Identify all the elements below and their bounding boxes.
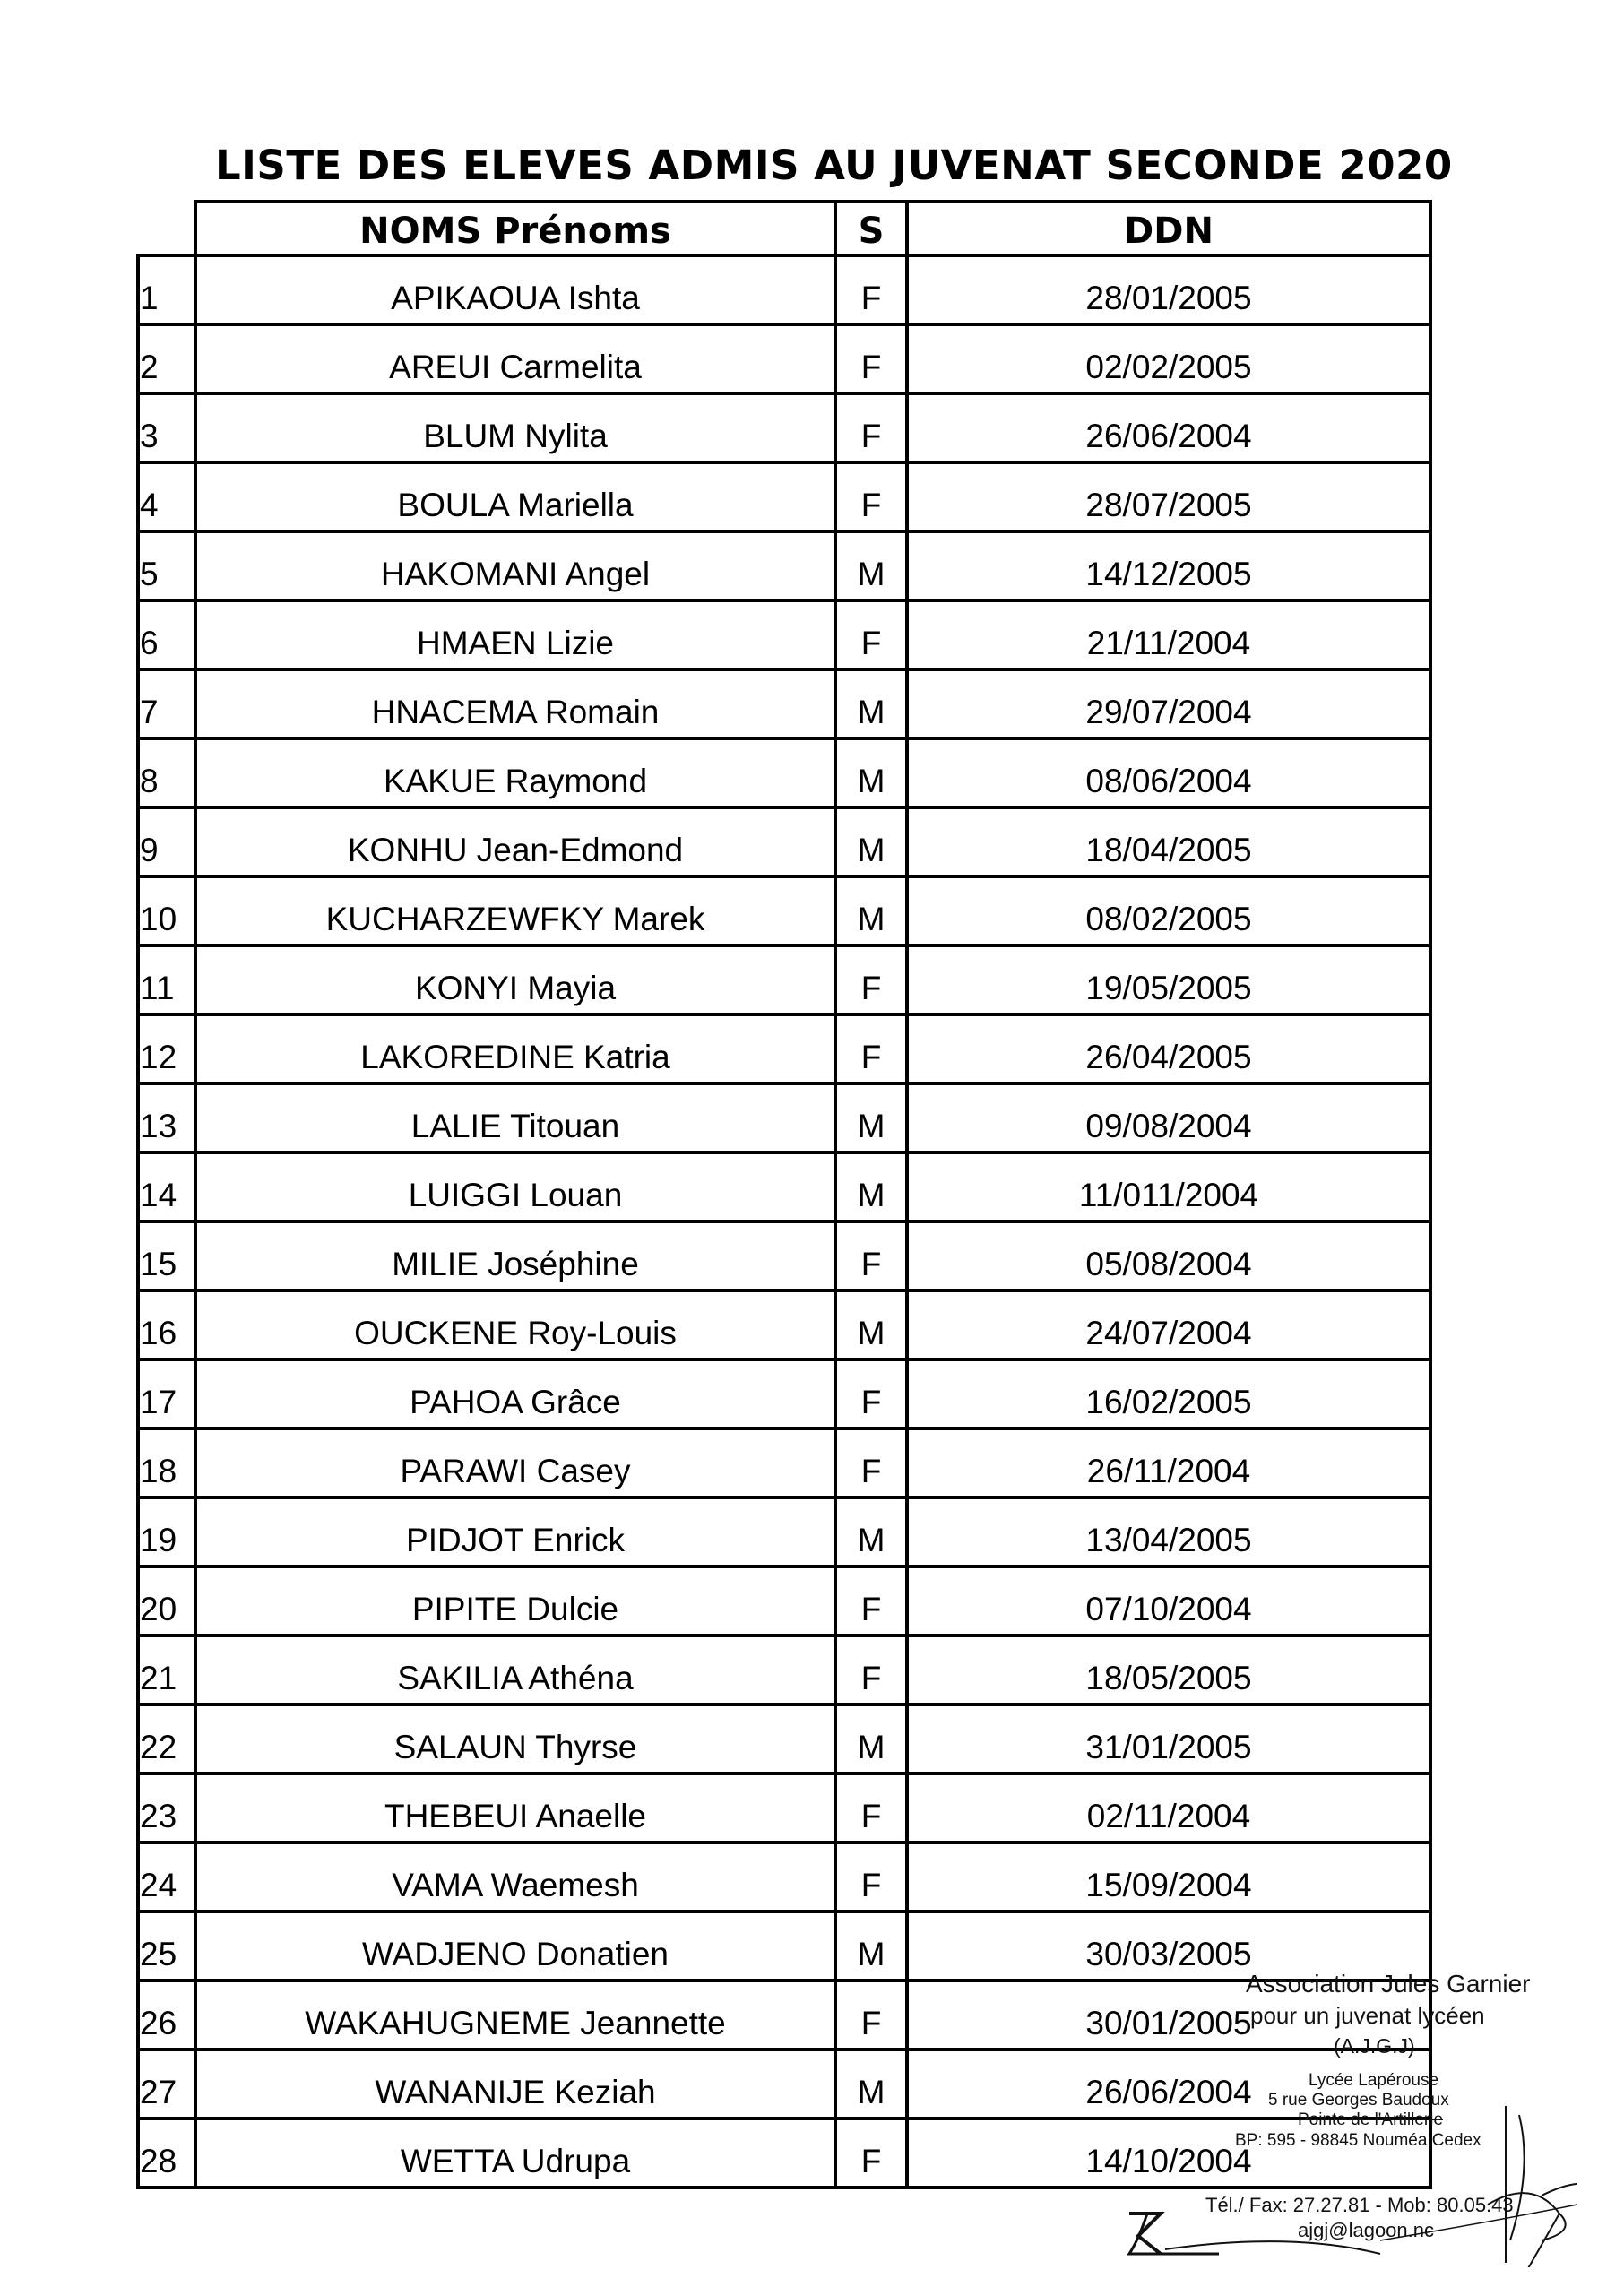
table-row bbox=[138, 324, 1430, 393]
row-number: 9 bbox=[138, 807, 195, 876]
student-sex: M bbox=[835, 1083, 907, 1152]
row-number: 13 bbox=[138, 1083, 195, 1152]
row-number: 15 bbox=[138, 1221, 195, 1290]
student-birthdate: 08/06/2004 bbox=[907, 738, 1430, 807]
student-sex: F bbox=[835, 2119, 907, 2188]
table-row bbox=[138, 462, 1430, 531]
row-number: 28 bbox=[138, 2119, 195, 2188]
student-sex: M bbox=[835, 1912, 907, 1981]
table-row bbox=[138, 669, 1430, 738]
table-row bbox=[138, 945, 1430, 1014]
students-table bbox=[136, 200, 1432, 2189]
student-name: SALAUN Thyrse bbox=[195, 1704, 835, 1774]
row-number: 17 bbox=[138, 1359, 195, 1428]
row-number: 20 bbox=[138, 1566, 195, 1635]
table-row bbox=[138, 1152, 1430, 1221]
student-sex: M bbox=[835, 531, 907, 600]
table-row bbox=[138, 1014, 1430, 1083]
table-row bbox=[138, 1704, 1430, 1774]
student-sex: F bbox=[835, 324, 907, 393]
student-sex: M bbox=[835, 876, 907, 945]
student-name: APIKAOUA Ishta bbox=[195, 255, 835, 324]
student-sex: F bbox=[835, 1981, 907, 2050]
student-sex: M bbox=[835, 807, 907, 876]
stamp-phone: Tél./ Fax: 27.27.81 - Mob: 80.05.43 bbox=[1205, 2194, 1514, 2216]
student-birthdate: 02/02/2005 bbox=[907, 324, 1430, 393]
student-birthdate: 18/04/2005 bbox=[907, 807, 1430, 876]
table-row bbox=[138, 1221, 1430, 1290]
student-sex: F bbox=[835, 1221, 907, 1290]
student-name: MILIE Joséphine bbox=[195, 1221, 835, 1290]
row-number: 27 bbox=[138, 2050, 195, 2119]
student-name: LUIGGI Louan bbox=[195, 1152, 835, 1221]
student-birthdate: 26/06/2004 bbox=[907, 393, 1430, 462]
student-birthdate: 18/05/2005 bbox=[907, 1635, 1430, 1704]
student-sex: M bbox=[835, 1497, 907, 1566]
student-name: HMAEN Lizie bbox=[195, 600, 835, 669]
stamp-acronym: (A.J.G.J) bbox=[1334, 2034, 1415, 2058]
student-name: PIDJOT Enrick bbox=[195, 1497, 835, 1566]
student-sex: F bbox=[835, 1635, 907, 1704]
student-sex: F bbox=[835, 255, 907, 324]
header-sex: S bbox=[835, 202, 907, 255]
student-sex: M bbox=[835, 669, 907, 738]
row-number: 5 bbox=[138, 531, 195, 600]
table-row bbox=[138, 1843, 1430, 1912]
student-birthdate: 07/10/2004 bbox=[907, 1566, 1430, 1635]
student-birthdate: 29/07/2004 bbox=[907, 669, 1430, 738]
student-name: PARAWI Casey bbox=[195, 1428, 835, 1497]
table-row bbox=[138, 393, 1430, 462]
student-birthdate: 30/01/2005 bbox=[907, 1981, 1430, 2050]
stamp-association-name: Association Jules Garnier bbox=[1246, 1970, 1531, 1998]
student-name: WANANIJE Keziah bbox=[195, 2050, 835, 2119]
student-birthdate: 09/08/2004 bbox=[907, 1083, 1430, 1152]
student-sex: F bbox=[835, 1428, 907, 1497]
student-birthdate: 14/10/2004 bbox=[907, 2119, 1430, 2188]
row-number: 12 bbox=[138, 1014, 195, 1083]
student-name: LALIE Titouan bbox=[195, 1083, 835, 1152]
row-number: 14 bbox=[138, 1152, 195, 1221]
student-name: WAKAHUGNEME Jeannette bbox=[195, 1981, 835, 2050]
stamp-locality: Pointe de l'Artillerie bbox=[1298, 2110, 1444, 2129]
student-name: BOULA Mariella bbox=[195, 462, 835, 531]
row-number: 2 bbox=[138, 324, 195, 393]
student-birthdate: 26/06/2004 bbox=[907, 2050, 1430, 2119]
row-number: 26 bbox=[138, 1981, 195, 2050]
student-name: THEBEUI Anaelle bbox=[195, 1774, 835, 1843]
student-sex: M bbox=[835, 2050, 907, 2119]
table-row bbox=[138, 1359, 1430, 1428]
table-row bbox=[138, 807, 1430, 876]
table-row bbox=[138, 876, 1430, 945]
student-name: KONYI Mayia bbox=[195, 945, 835, 1014]
student-sex: M bbox=[835, 1152, 907, 1221]
student-birthdate: 08/02/2005 bbox=[907, 876, 1430, 945]
student-birthdate: 14/12/2005 bbox=[907, 531, 1430, 600]
row-number: 11 bbox=[138, 945, 195, 1014]
student-birthdate: 19/05/2005 bbox=[907, 945, 1430, 1014]
student-sex: F bbox=[835, 1014, 907, 1083]
stamp-email: ajgj@lagoon.nc bbox=[1298, 2219, 1434, 2241]
student-birthdate: 31/01/2005 bbox=[907, 1704, 1430, 1774]
student-name: KAKUE Raymond bbox=[195, 738, 835, 807]
header-ddn: DDN bbox=[907, 202, 1430, 255]
student-birthdate: 02/11/2004 bbox=[907, 1774, 1430, 1843]
header-blank-cell bbox=[138, 202, 195, 255]
student-name: LAKOREDINE Katria bbox=[195, 1014, 835, 1083]
row-number: 22 bbox=[138, 1704, 195, 1774]
stamp-street: 5 rue Georges Baudoux bbox=[1268, 2091, 1449, 2110]
student-birthdate: 30/03/2005 bbox=[907, 1912, 1430, 1981]
table-row bbox=[138, 255, 1430, 324]
row-number: 3 bbox=[138, 393, 195, 462]
row-number: 24 bbox=[138, 1843, 195, 1912]
student-birthdate: 26/04/2005 bbox=[907, 1014, 1430, 1083]
student-birthdate: 26/11/2004 bbox=[907, 1428, 1430, 1497]
stamp-school: Lycée Lapérouse bbox=[1309, 2071, 1439, 2090]
row-number: 1 bbox=[138, 255, 195, 324]
row-number: 16 bbox=[138, 1290, 195, 1359]
student-birthdate: 13/04/2005 bbox=[907, 1497, 1430, 1566]
row-number: 10 bbox=[138, 876, 195, 945]
row-number: 23 bbox=[138, 1774, 195, 1843]
table-row bbox=[138, 1290, 1430, 1359]
student-birthdate: 05/08/2004 bbox=[907, 1221, 1430, 1290]
student-name: KONHU Jean-Edmond bbox=[195, 807, 835, 876]
student-name: BLUM Nylita bbox=[195, 393, 835, 462]
student-name: SAKILIA Athéna bbox=[195, 1635, 835, 1704]
student-birthdate: 15/09/2004 bbox=[907, 1843, 1430, 1912]
student-birthdate: 28/01/2005 bbox=[907, 255, 1430, 324]
row-number: 8 bbox=[138, 738, 195, 807]
table-row bbox=[138, 531, 1430, 600]
row-number: 4 bbox=[138, 462, 195, 531]
stamp-postal-box: BP: 595 - 98845 Nouméa Cedex bbox=[1235, 2131, 1481, 2150]
student-sex: M bbox=[835, 738, 907, 807]
student-name: HAKOMANI Angel bbox=[195, 531, 835, 600]
student-name: PAHOA Grâce bbox=[195, 1359, 835, 1428]
student-birthdate: 21/11/2004 bbox=[907, 600, 1430, 669]
student-sex: M bbox=[835, 1290, 907, 1359]
student-name: KUCHARZEWFKY Marek bbox=[195, 876, 835, 945]
student-name: WADJENO Donatien bbox=[195, 1912, 835, 1981]
table-row bbox=[138, 1497, 1430, 1566]
row-number: 7 bbox=[138, 669, 195, 738]
row-number: 18 bbox=[138, 1428, 195, 1497]
table-row bbox=[138, 1566, 1430, 1635]
student-name: AREUI Carmelita bbox=[195, 324, 835, 393]
table-row bbox=[138, 1083, 1430, 1152]
header-name: NOMS Prénoms bbox=[195, 202, 835, 255]
page-title: LISTE DES ELEVES ADMIS AU JUVENAT SECONDE 2020 bbox=[215, 142, 1453, 189]
student-sex: M bbox=[835, 1704, 907, 1774]
stamp-association-subtitle: pour un juvenat lycéen bbox=[1250, 2002, 1485, 2029]
student-name: OUCKENE Roy-Louis bbox=[195, 1290, 835, 1359]
table-row bbox=[138, 738, 1430, 807]
row-number: 21 bbox=[138, 1635, 195, 1704]
student-birthdate: 28/07/2005 bbox=[907, 462, 1430, 531]
student-birthdate: 11/011/2004 bbox=[907, 1152, 1430, 1221]
row-number: 25 bbox=[138, 1912, 195, 1981]
table-row bbox=[138, 1635, 1430, 1704]
student-birthdate: 24/07/2004 bbox=[907, 1290, 1430, 1359]
table-row bbox=[138, 600, 1430, 669]
table-row bbox=[138, 1428, 1430, 1497]
student-sex: F bbox=[835, 462, 907, 531]
student-sex: F bbox=[835, 1843, 907, 1912]
student-sex: F bbox=[835, 1566, 907, 1635]
student-name: WETTA Udrupa bbox=[195, 2119, 835, 2188]
student-sex: F bbox=[835, 1774, 907, 1843]
student-sex: F bbox=[835, 600, 907, 669]
student-sex: F bbox=[835, 1359, 907, 1428]
table-row bbox=[138, 1774, 1430, 1843]
row-number: 19 bbox=[138, 1497, 195, 1566]
student-name: VAMA Waemesh bbox=[195, 1843, 835, 1912]
table-header-row bbox=[138, 202, 1430, 255]
student-name: PIPITE Dulcie bbox=[195, 1566, 835, 1635]
student-birthdate: 16/02/2005 bbox=[907, 1359, 1430, 1428]
student-sex: F bbox=[835, 945, 907, 1014]
row-number: 6 bbox=[138, 600, 195, 669]
student-name: HNACEMA Romain bbox=[195, 669, 835, 738]
student-sex: F bbox=[835, 393, 907, 462]
